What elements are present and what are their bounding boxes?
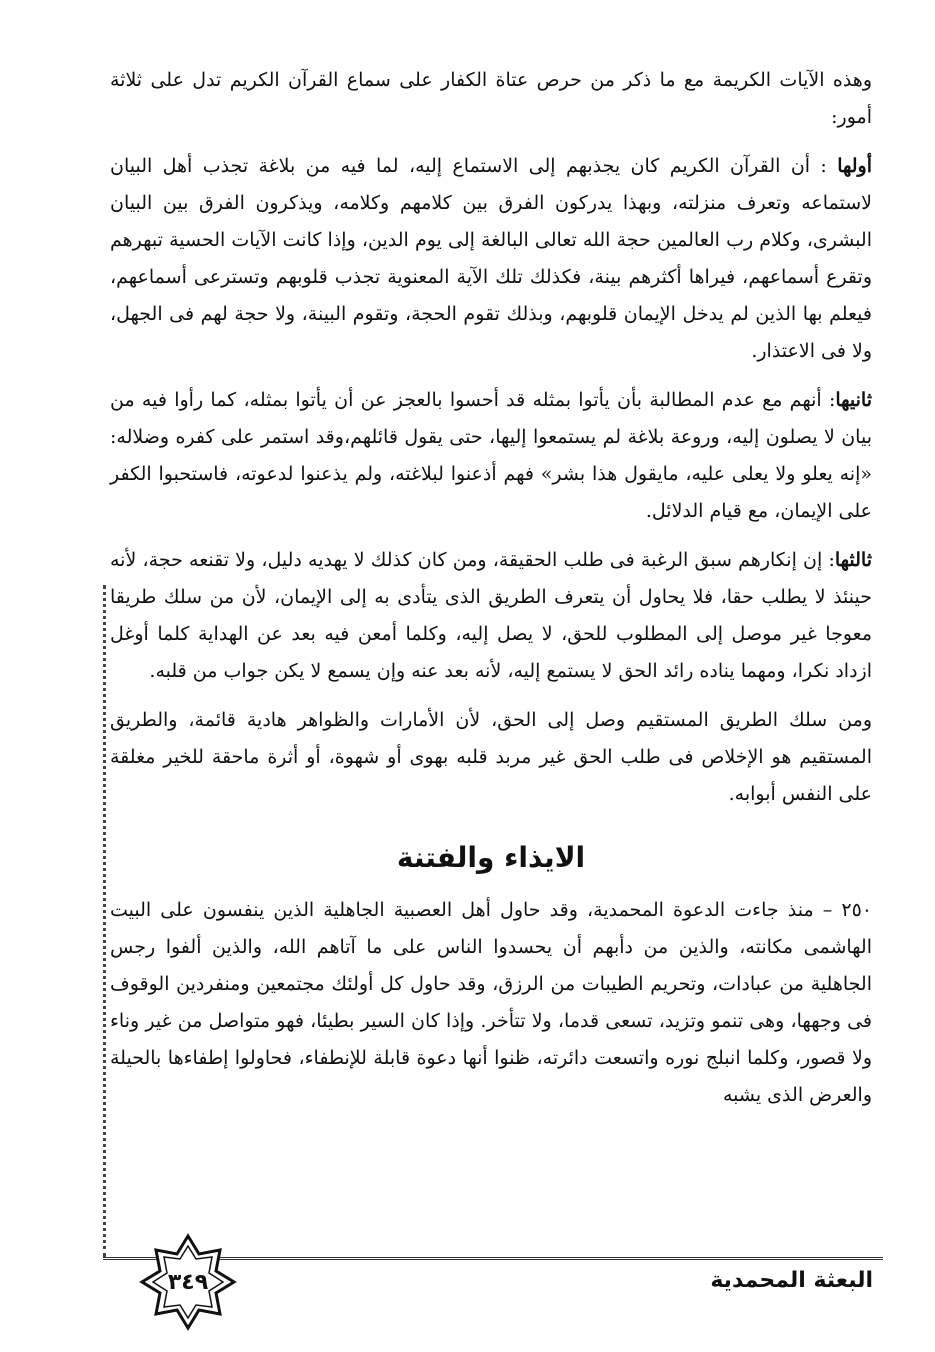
third-point-text: : إن إنكارهم سبق الرغبة فى طلب الحقيقة، ومن كان كذلك لا يهديه دليل، ولا تقنعه حجة، لأنه حينئذ لا يطلب حقا، فلا يحاول أن يتعرف الطريق الذى يتأدى به إلى الإيمان، لأن من سلك طريقا معوجا غير موصل إلى المطلوب للحق، لا يصل إليه، وكلما أمعن فيه بعد عن الهداية كلما أوغل ازداد نكرا، ومهما يناده رائد الحق لا يستمع إليه، لأنه بعد عنه وإن يسمع لا يكن جواب من قلبه. [110, 549, 872, 682]
second-point-lead: ثانيها [835, 389, 872, 411]
intro-paragraph: وهذه الآيات الكريمة مع ما ذكر من حرص عتاة الكفار على سماع القرآن الكريم تدل على ثلاثة أمور: [110, 69, 872, 128]
third-point-lead: ثالثها [834, 549, 872, 571]
first-point-paragraph [110, 148, 872, 370]
second-point-paragraph [110, 382, 872, 530]
section-heading: الايذاء والفتنة [396, 841, 586, 874]
page-number-badge [138, 1232, 238, 1332]
side-border-rule [103, 585, 106, 1257]
second-point-text: : أنهم مع عدم المطالبة بأن يأتوا بمثله قد أحسوا بالعجز عن أن يأتوا بمثله، كما رأوا فيه من بيان لا يصلون إليه، وروعة بلاغة لم يستمعوا إليها، حتى يقول قائلهم،وقد استمر على كفره وضلاله: «إنه يعلو ولا يعلى عليه، مايقول هذا بشر» فهم أذعنوا لبلاغته، ولم يذعنوا لدعوته، فاستحبوا الكفر على الإيمان، مع قيام الدلائل. [110, 389, 872, 522]
section-250-paragraph: ٢٥٠ – منذ جاءت الدعوة المحمدية، وقد حاول أهل العصبية الجاهلية الذين ينفسون على البيت الهاشمى مكانته، والذين من دأبهم أن يحسدوا الناس على ما آتاهم الله، والذين ألفوا رجس الجاهلية من عبادات، وتحريم الطيبات من الرزق، وقد حاول كل أولئك مجتمعين ومنفردين الوقوف فى وجهها، وهى تنمو وتزيد، تسعى قدما، ولا تتأخر. وإذا كان السير بطيئا، فهو متواصل من غير وناء ولا قصور، وكلما انبلج نوره واتسعت دائرته، ظنوا أنها دعوة قابلة للإنطفاء، فحاولوا إطفاءها بالحيلة والعرض الذى يشبه [110, 899, 872, 1106]
first-point-lead: أولها [837, 155, 872, 177]
footer-book-title: البعثة المحمدية [710, 1268, 873, 1293]
first-point-text: : أن القرآن الكريم كان يجذبهم إلى الاستماع إليه، لما فيه من بلاغة تجذب أهل البيان لاستماعه وتعرف منزلته، وبهذا يدركون الفرق بين كلامهم وكلامه، ويذكرون الفرق بين البيان البشرى، وكلام رب العالمين حجة الله تعالى البالغة إلى يوم الدين، وإذا كانت الآيات الحسية تبهرهم وتقرع أسماعهم، فيراها أكثرهم بينة، فكذلك تلك الآية المعنوية تجذب قلوبهم وتسترعى أسماعهم، فيعلم بها الذين لم يدخل الإيمان قلوبهم، وبذلك تقوم الحجة، وتقوم البينة، ولا حجة لهم فى الجهل، ولا فى الاعتذار. [110, 155, 872, 362]
third-point-paragraph [110, 542, 872, 690]
page-number: ٣٤٩ [167, 1269, 209, 1295]
straight-path-paragraph: ومن سلك الطريق المستقيم وصل إلى الحق، لأن الأمارات والظواهر هادية قائمة، والطريق المستقيم هو الإخلاص فى طلب الحق غير مربد قلبه بهوى أو شهوة، أو أثرة ماحقة للخير مغلقة على النفس أبوابه. [110, 709, 872, 805]
page-body [110, 62, 872, 1126]
